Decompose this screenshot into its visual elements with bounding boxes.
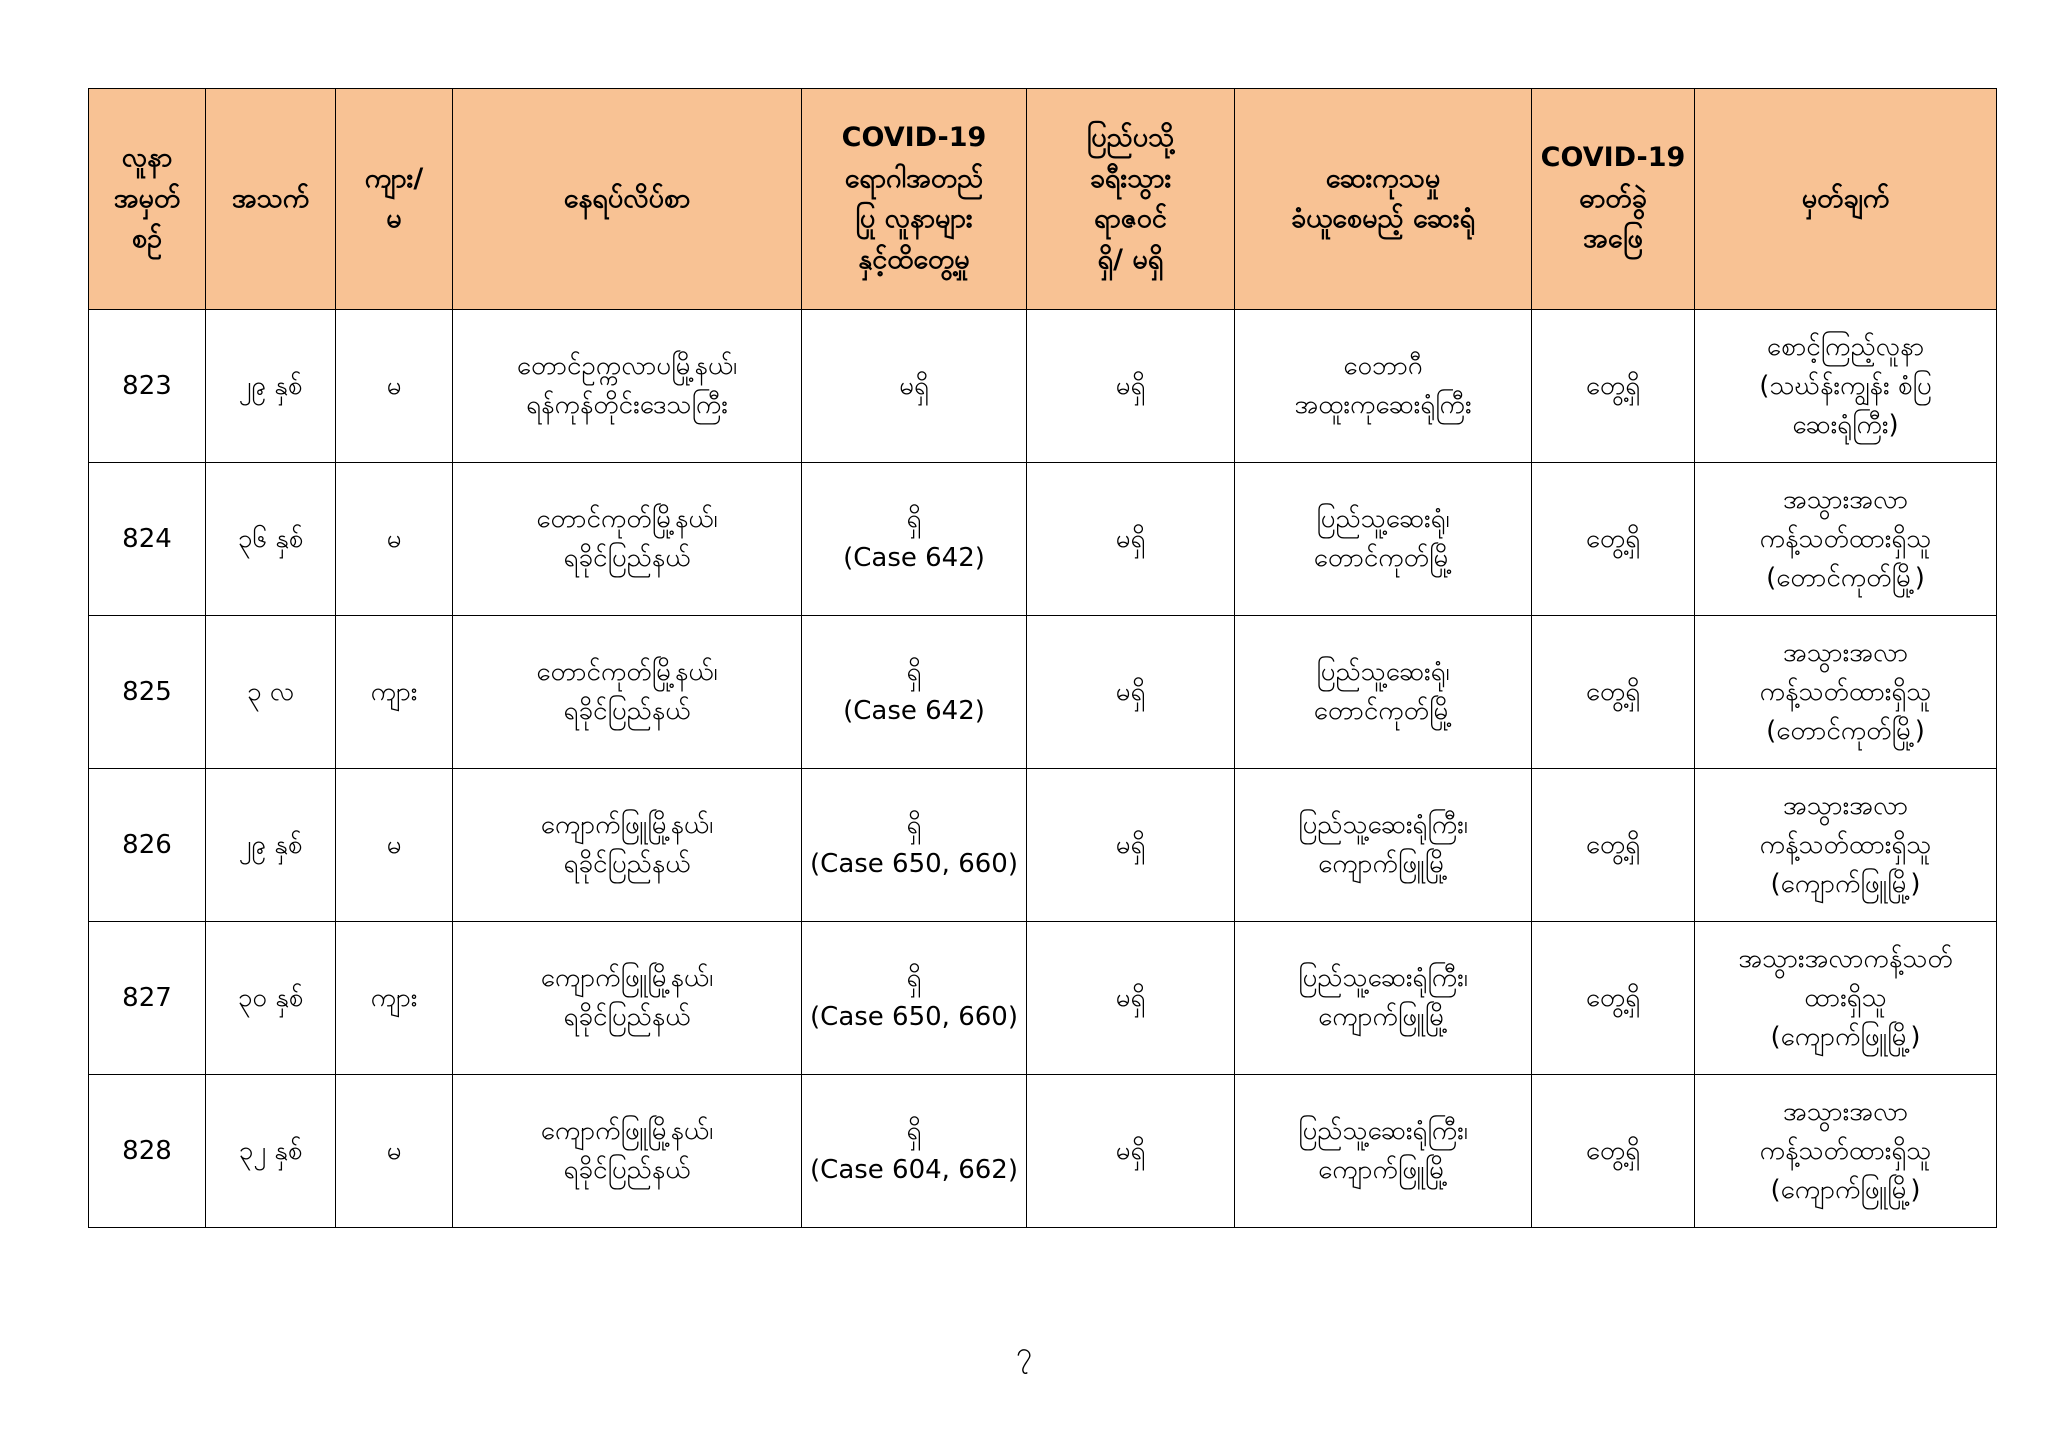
- cell-treatment-hospital: [1235, 769, 1532, 922]
- cell-text-line: ရှိ: [906, 504, 922, 534]
- cell-text-line: (သဃ်န်းကျွန်း စံပြ: [1759, 370, 1932, 401]
- cell-text-line: (ကျောက်ဖြူမြို့): [1770, 868, 1921, 899]
- cell-text-line: ပြု လူနာများ: [855, 203, 973, 234]
- table-row: [89, 616, 1997, 769]
- table-body: [89, 310, 1997, 1228]
- cell-address: [453, 310, 802, 463]
- cell-text-line: တွေ့ရှိ: [1585, 829, 1641, 860]
- cell-text-line: 827: [122, 982, 172, 1013]
- cell-text-line: ၃၀ နှစ်: [237, 982, 304, 1013]
- cell-serial-number: [89, 616, 206, 769]
- cell-text-line: ကန့်သတ်ထားရှိသူ: [1759, 676, 1932, 707]
- cell-text-line: တွေ့ရှိ: [1585, 676, 1641, 707]
- cell-text-line: ပြည်သူ့ဆေးရုံကြီး၊: [1298, 963, 1468, 993]
- cell-text-line: မရှိ: [1115, 370, 1146, 401]
- cell-text-line: နေရပ်လိပ်စာ: [563, 182, 691, 214]
- cell-sex: [336, 310, 453, 463]
- cell-text-line: ရခိုင်ပြည်နယ်: [563, 849, 691, 879]
- cell-text-line: ရှိ/ မရှိ: [1097, 243, 1164, 275]
- table-row: [89, 463, 1997, 616]
- cell-treatment-hospital: [1235, 616, 1532, 769]
- cell-text-line: ရှိ: [906, 963, 922, 993]
- cell-text-line: ထားရှိသူ: [1804, 982, 1887, 1013]
- cell-text-line: ပြည်သူ့ဆေးရုံ၊: [1316, 504, 1450, 534]
- header-address: [453, 89, 802, 310]
- cell-text-line: (တောင်ကုတ်မြို့): [1766, 715, 1925, 746]
- cell-text-line: အသွားအလာ: [1782, 484, 1909, 515]
- cell-text-line: (Case 650, 660): [810, 1002, 1018, 1032]
- cell-address: [453, 616, 802, 769]
- cell-remarks: [1695, 769, 1997, 922]
- cell-text-line: မ: [386, 829, 402, 860]
- cell-text-line: ကျောက်ဖြူမြို့နယ်၊: [540, 963, 714, 993]
- cell-text-line: ကန့်သတ်ထားရှိသူ: [1759, 523, 1932, 554]
- cell-contact-with-confirmed-case: [802, 616, 1027, 769]
- cell-text-line: တွေ့ရှိ: [1585, 982, 1641, 1013]
- cell-remarks: [1695, 616, 1997, 769]
- header-serial-number: [89, 89, 206, 310]
- cell-text-line: 825: [122, 676, 172, 707]
- cell-text-line: အသွားအလာ: [1782, 637, 1909, 668]
- cell-text-line: (ကျောက်ဖြူမြို့): [1770, 1021, 1921, 1052]
- cell-sex: [336, 922, 453, 1075]
- cell-text-line: ကျား: [370, 982, 418, 1013]
- header-remarks: [1695, 89, 1997, 310]
- cell-remarks: [1695, 922, 1997, 1075]
- cell-text-line: တွေ့ရှိ: [1585, 523, 1641, 554]
- cell-text-line: (တောင်ကုတ်မြို့): [1766, 562, 1925, 593]
- cell-text-line: ကျား/: [364, 162, 424, 194]
- cell-contact-with-confirmed-case: [802, 922, 1027, 1075]
- cell-text-line: အသွားအလာ: [1782, 790, 1909, 821]
- cell-foreign-travel-history: [1027, 310, 1235, 463]
- cell-text-line: တွေ့ရှိ: [1585, 1135, 1641, 1166]
- cell-text-line: ကျောက်ဖြူမြို့: [1318, 1155, 1448, 1185]
- cell-text-line: အသွားအလာ: [1782, 1096, 1909, 1127]
- cell-text-line: စောင့်ကြည့်လူနာ: [1766, 331, 1925, 362]
- cell-text-line: (Case 642): [843, 696, 985, 726]
- cell-age: [206, 769, 336, 922]
- cell-text-line: ပြည်သူ့ဆေးရုံကြီး၊: [1298, 810, 1468, 840]
- cell-text-line: ကန့်သတ်ထားရှိသူ: [1759, 829, 1932, 860]
- cell-age: [206, 616, 336, 769]
- header-age: [206, 89, 336, 310]
- table-row: [89, 922, 1997, 1075]
- cell-treatment-hospital: [1235, 922, 1532, 1075]
- cell-serial-number: [89, 463, 206, 616]
- cell-text-line: ရခိုင်ပြည်နယ်: [563, 1155, 691, 1185]
- cell-text-line: ကျောက်ဖြူမြို့နယ်၊: [540, 810, 714, 840]
- cell-text-line: (ကျောက်ဖြူမြို့): [1770, 1174, 1921, 1205]
- cell-text-line: မရှိ: [1115, 1135, 1146, 1166]
- cell-text-line: ရခိုင်ပြည်နယ်: [563, 696, 691, 726]
- cell-text-line: မရှိ: [1115, 829, 1146, 860]
- cell-lab-result: [1532, 310, 1695, 463]
- cell-text-line: COVID-19: [841, 122, 987, 153]
- cell-serial-number: [89, 1075, 206, 1228]
- table-header: [89, 89, 1997, 310]
- cell-text-line: ကျောက်ဖြူမြို့နယ်၊: [540, 1116, 714, 1146]
- header-contact-with-confirmed-case: [802, 89, 1027, 310]
- cell-text-line: (Case 604, 662): [810, 1155, 1018, 1185]
- cell-text-line: အသက်: [231, 182, 310, 214]
- cell-lab-result: [1532, 616, 1695, 769]
- cell-text-line: ပြည်သူ့ဆေးရုံ၊: [1316, 657, 1450, 687]
- cell-lab-result: [1532, 769, 1695, 922]
- table-row: [89, 1075, 1997, 1228]
- cell-text-line: ဓာတ်ခွဲ: [1579, 182, 1647, 214]
- cell-text-line: ပြည်ပသို့: [1086, 122, 1175, 153]
- cell-age: [206, 463, 336, 616]
- cell-text-line: COVID-19: [1540, 142, 1686, 174]
- cell-text-line: ၃ လ: [246, 676, 295, 707]
- cell-remarks: [1695, 310, 1997, 463]
- cell-lab-result: [1532, 463, 1695, 616]
- cell-text-line: ဝေဘာဂီ: [1343, 351, 1423, 381]
- cell-text-line: ၂၉ နှစ်: [238, 370, 303, 401]
- cell-text-line: 826: [122, 829, 172, 860]
- cell-foreign-travel-history: [1027, 769, 1235, 922]
- cell-text-line: လူနာ: [121, 142, 173, 174]
- cell-serial-number: [89, 922, 206, 1075]
- cell-treatment-hospital: [1235, 1075, 1532, 1228]
- cell-text-line: မရှိ: [1115, 676, 1146, 707]
- cell-text-line: မရှိ: [1115, 523, 1146, 554]
- cell-text-line: ဆေးကုသမှု: [1325, 162, 1441, 194]
- cell-text-line: ရှိ: [906, 657, 922, 687]
- cell-text-line: ၂၉ နှစ်: [238, 829, 303, 860]
- cell-age: [206, 922, 336, 1075]
- cell-text-line: ကျောက်ဖြူမြို့: [1318, 1002, 1448, 1032]
- cell-text-line: ကျား: [370, 676, 418, 707]
- cell-text-line: မ: [386, 1135, 402, 1166]
- cell-address: [453, 922, 802, 1075]
- cell-text-line: အမှတ်: [113, 182, 181, 214]
- cell-text-line: မရှိ: [1115, 982, 1146, 1013]
- cell-text-line: မ: [386, 523, 402, 554]
- cell-contact-with-confirmed-case: [802, 1075, 1027, 1228]
- cell-text-line: 824: [122, 523, 172, 554]
- cell-text-line: တောင်ဥက္ကလာပမြို့နယ်၊: [516, 351, 738, 381]
- case-table: [88, 88, 1997, 1228]
- cell-treatment-hospital: [1235, 310, 1532, 463]
- cell-address: [453, 1075, 802, 1228]
- cell-text-line: တောင်ကုတ်မြို့နယ်၊: [536, 657, 718, 687]
- cell-contact-with-confirmed-case: [802, 310, 1027, 463]
- header-treatment-hospital: [1235, 89, 1532, 310]
- cell-text-line: ၃၂ နှစ်: [238, 1135, 303, 1166]
- cell-age: [206, 310, 336, 463]
- cell-remarks: [1695, 1075, 1997, 1228]
- cell-serial-number: [89, 310, 206, 463]
- cell-sex: [336, 616, 453, 769]
- cell-foreign-travel-history: [1027, 922, 1235, 1075]
- table-row: [89, 310, 1997, 463]
- cell-text-line: ဆေးရုံကြီး): [1792, 409, 1899, 440]
- cell-text-line: တွေ့ရှိ: [1585, 370, 1641, 401]
- cell-text-line: စဉ်: [131, 223, 163, 255]
- cell-lab-result: [1532, 922, 1695, 1075]
- cell-text-line: ၃၆ နှစ်: [237, 523, 304, 554]
- cell-text-line: ရခိုင်ပြည်နယ်: [563, 1002, 691, 1032]
- cell-text-line: ရာဇဝင်: [1094, 203, 1167, 234]
- cell-text-line: 823: [122, 370, 172, 401]
- cell-text-line: ပြည်သူ့ဆေးရုံကြီး၊: [1298, 1116, 1468, 1146]
- cell-text-line: တောင်ကုတ်မြို့နယ်၊: [536, 504, 718, 534]
- cell-contact-with-confirmed-case: [802, 463, 1027, 616]
- cell-treatment-hospital: [1235, 463, 1532, 616]
- cell-text-line: 828: [122, 1135, 172, 1166]
- cell-text-line: အသွားအလာကန့်သတ်: [1738, 943, 1953, 974]
- cell-address: [453, 463, 802, 616]
- cell-foreign-travel-history: [1027, 1075, 1235, 1228]
- cell-text-line: အဖြေ: [1583, 223, 1643, 255]
- cell-sex: [336, 463, 453, 616]
- table-row: [89, 769, 1997, 922]
- cell-text-line: တောင်ကုတ်မြို့: [1313, 543, 1453, 573]
- cell-text-line: ခံယူစေမည့် ဆေးရုံ: [1290, 203, 1476, 234]
- page-number: ၇: [1016, 1336, 1032, 1369]
- header-lab-result: [1532, 89, 1695, 310]
- cell-text-line: မှတ်ချက်: [1801, 182, 1890, 214]
- cell-text-line: တောင်ကုတ်မြို့: [1313, 696, 1453, 726]
- cell-serial-number: [89, 769, 206, 922]
- cell-foreign-travel-history: [1027, 616, 1235, 769]
- cell-text-line: ရန်ကုန်တိုင်းဒေသကြီး: [526, 390, 728, 420]
- header-foreign-travel-history: [1027, 89, 1235, 310]
- cell-sex: [336, 1075, 453, 1228]
- cell-text-line: ရှိ: [906, 810, 922, 840]
- cell-text-line: မ: [386, 203, 402, 234]
- header-sex: [336, 89, 453, 310]
- cell-text-line: ရခိုင်ပြည်နယ်: [563, 543, 691, 573]
- cell-text-line: ရောဂါအတည်: [844, 162, 984, 194]
- cell-remarks: [1695, 463, 1997, 616]
- cell-text-line: ရှိ: [906, 1116, 922, 1146]
- cell-text-line: ကျောက်ဖြူမြို့: [1318, 849, 1448, 879]
- cell-text-line: ခရီးသွား: [1089, 162, 1172, 194]
- cell-contact-with-confirmed-case: [802, 769, 1027, 922]
- cell-age: [206, 1075, 336, 1228]
- cell-text-line: ကန့်သတ်ထားရှိသူ: [1759, 1135, 1932, 1166]
- cell-foreign-travel-history: [1027, 463, 1235, 616]
- cell-text-line: နှင့်ထိတွေ့မှု: [858, 243, 970, 275]
- header-row: [89, 89, 1997, 310]
- cell-text-line: အထူးကုဆေးရုံကြီး: [1294, 390, 1472, 420]
- cell-address: [453, 769, 802, 922]
- cell-text-line: မရှိ: [899, 370, 929, 401]
- cell-text-line: (Case 642): [843, 543, 985, 573]
- cell-text-line: (Case 650, 660): [810, 849, 1018, 879]
- cell-text-line: မ: [386, 370, 402, 401]
- cell-sex: [336, 769, 453, 922]
- cell-lab-result: [1532, 1075, 1695, 1228]
